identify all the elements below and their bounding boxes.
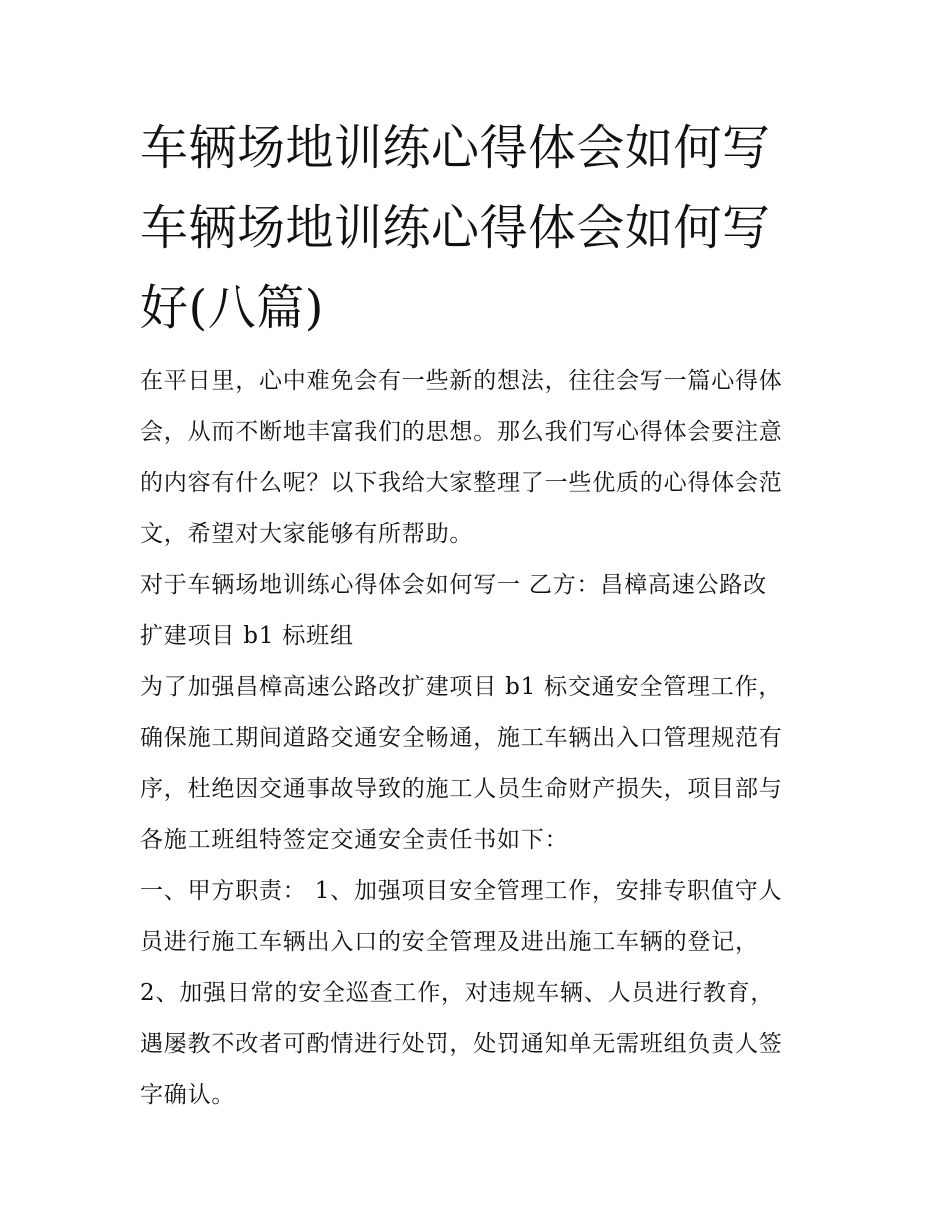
document-body [140,356,830,1121]
body-line: 各施工班组特签定交通安全责任书如下： [140,827,569,853]
body-line: 在平日里，心中难免会有一些新的想法，往往会写一篇心得体 [140,368,783,394]
body-line: 遇屡教不改者可酌情进行处罚，处罚通知单无需班组负责人签 [140,1031,783,1057]
title-line: 好(八篇) [140,280,324,336]
body-line: 会，从而不断地丰富我们的思想。那么我们写心得体会要注意 [140,419,783,445]
title-line: 车辆场地训练心得体会如何写 [140,200,771,256]
body-line: 的内容有什么呢？以下我给大家整理了一些优质的心得体会范 [140,470,783,496]
body-line: 字确认。 [140,1082,236,1108]
body-line: 序，杜绝因交通事故导致的施工人员生命财产损失，项目部与 [140,776,783,802]
document-title [140,108,840,348]
body-line: 扩建项目 b1 标班组 [140,623,354,649]
body-line: 对于车辆场地训练心得体会如何写一 乙方：昌樟高速公路改 [140,572,767,598]
body-line: 确保施工期间道路交通安全畅通，施工车辆出入口管理规范有 [140,725,783,751]
body-line: 员进行施工车辆出入口的安全管理及进出施工车辆的登记， [140,929,759,955]
body-line: 为了加强昌樟高速公路改扩建项目 b1 标交通安全管理工作， [140,674,783,700]
title-line: 车辆场地训练心得体会如何写 [140,120,771,176]
body-line: 2、加强日常的安全巡查工作，对违规车辆、人员进行教育， [140,980,775,1006]
body-line: 文，希望对大家能够有所帮助。 [140,521,474,547]
body-line: 一、甲方职责： 1、加强项目安全管理工作，安排专职值守人 [140,878,783,904]
